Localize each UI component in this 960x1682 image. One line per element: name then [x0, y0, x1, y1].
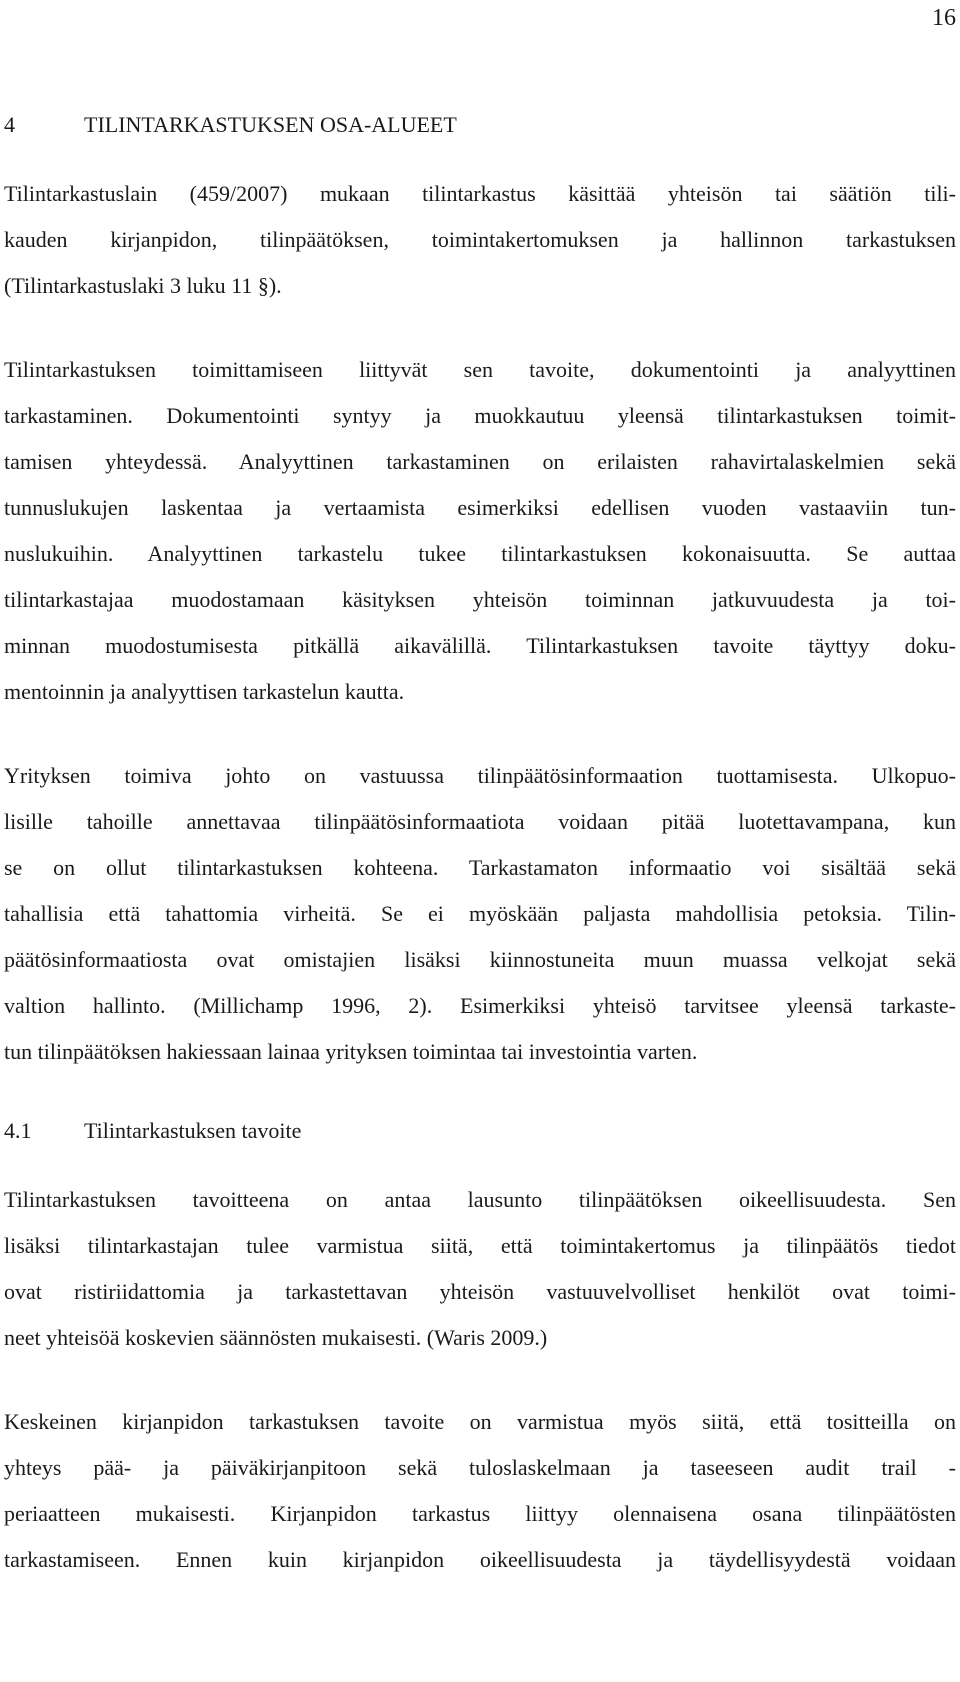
paragraph-line: neet yhteisöä koskevien säännösten mukaisesti. (Waris 2009.): [4, 1325, 548, 1350]
paragraph-line: Tilintarkastuslain (459/2007) mukaan tilintarkastus käsittää yhteisön tai säätiön tili-: [4, 181, 956, 206]
paragraph-line: (Tilintarkastuslaki 3 luku 11 §).: [4, 273, 282, 298]
paragraph-line: päätösinformaatiosta ovat omistajien lisäksi kiinnostuneita muun muassa velkojat sekä: [4, 947, 956, 972]
subsection-heading: [4, 1116, 301, 1146]
paragraph-line: lisille tahoille annettavaa tilinpäätösinformaatiota voidaan pitää luotettavampana, kun: [4, 809, 956, 834]
paragraph-line: valtion hallinto. (Millichamp 1996, 2). Esimerkiksi yhteisö tarvitsee yleensä tarkaste-: [4, 993, 956, 1018]
paragraph-line: tunnuslukujen laskentaa ja vertaamista esimerkiksi edellisen vuoden vastaaviin tun-: [4, 495, 956, 520]
paragraph-line: tarkastamiseen. Ennen kuin kirjanpidon oikeellisuudesta ja täydellisyydestä voidaan: [4, 1547, 956, 1572]
paragraph-line: minnan muodostumisesta pitkällä aikavälillä. Tilintarkastuksen tavoite täyttyy doku-: [4, 633, 956, 658]
paragraph-line: mentoinnin ja analyyttisen tarkastelun kautta.: [4, 679, 405, 704]
paragraph-line: kauden kirjanpidon, tilinpäätöksen, toimintakertomuksen ja hallinnon tarkastuksen: [4, 227, 956, 252]
section-heading: [4, 110, 457, 140]
paragraph-line: periaatteen mukaisesti. Kirjanpidon tarkastus liittyy olennaisena osana tilinpäätösten: [4, 1501, 956, 1526]
paragraph-line: tahallisia että tahattomia virheitä. Se ei myöskään paljasta mahdollisia petoksia. Tilin-: [4, 901, 956, 926]
paragraph-line: tilintarkastajaa muodostamaan käsityksen yhteisön toiminnan jatkuvuudesta ja toi-: [4, 587, 956, 612]
page-number: 16: [932, 5, 956, 31]
paragraph-line: Tilintarkastuksen tavoitteena on antaa lausunto tilinpäätöksen oikeellisuudesta. Sen: [4, 1187, 956, 1212]
section-title: TILINTARKASTUKSEN OSA-ALUEET: [84, 112, 457, 137]
paragraph-line: ovat ristiriidattomia ja tarkastettavan yhteisön vastuuvelvolliset henkilöt ovat toimi-: [4, 1279, 956, 1304]
paragraph-line: Tilintarkastuksen toimittamiseen liittyvät sen tavoite, dokumentointi ja analyyttinen: [4, 357, 956, 382]
subsection-number: 4.1: [4, 1118, 32, 1143]
paragraph-line: Yrityksen toimiva johto on vastuussa tilinpäätösinformaation tuottamisesta. Ulkopuo-: [4, 763, 956, 788]
paragraph-line: lisäksi tilintarkastajan tulee varmistua siitä, että toimintakertomus ja tilinpäätös tiedot: [4, 1233, 956, 1258]
paragraph-line: tamisen yhteydessä. Analyyttinen tarkastaminen on erilaisten rahavirtalaskelmien sekä: [4, 449, 956, 474]
paragraph-line: se on ollut tilintarkastuksen kohteena. Tarkastamaton informaatio voi sisältää sekä: [4, 855, 956, 880]
paragraph-line: Keskeinen kirjanpidon tarkastuksen tavoite on varmistua myös siitä, että tositteilla on: [4, 1409, 956, 1434]
paragraph-line: tun tilinpäätöksen hakiessaan lainaa yrityksen toimintaa tai investointia varten.: [4, 1039, 698, 1064]
paragraph-line: yhteys pää- ja päiväkirjanpitoon sekä tuloslaskelmaan ja taseeseen audit trail -: [4, 1455, 956, 1480]
subsection-title: Tilintarkastuksen tavoite: [84, 1118, 302, 1143]
paragraph-line: nuslukuihin. Analyyttinen tarkastelu tukee tilintarkastuksen kokonaisuutta. Se auttaa: [4, 541, 956, 566]
section-number: 4: [4, 112, 15, 137]
paragraph-line: tarkastaminen. Dokumentointi syntyy ja muokkautuu yleensä tilintarkastuksen toimit-: [4, 403, 956, 428]
